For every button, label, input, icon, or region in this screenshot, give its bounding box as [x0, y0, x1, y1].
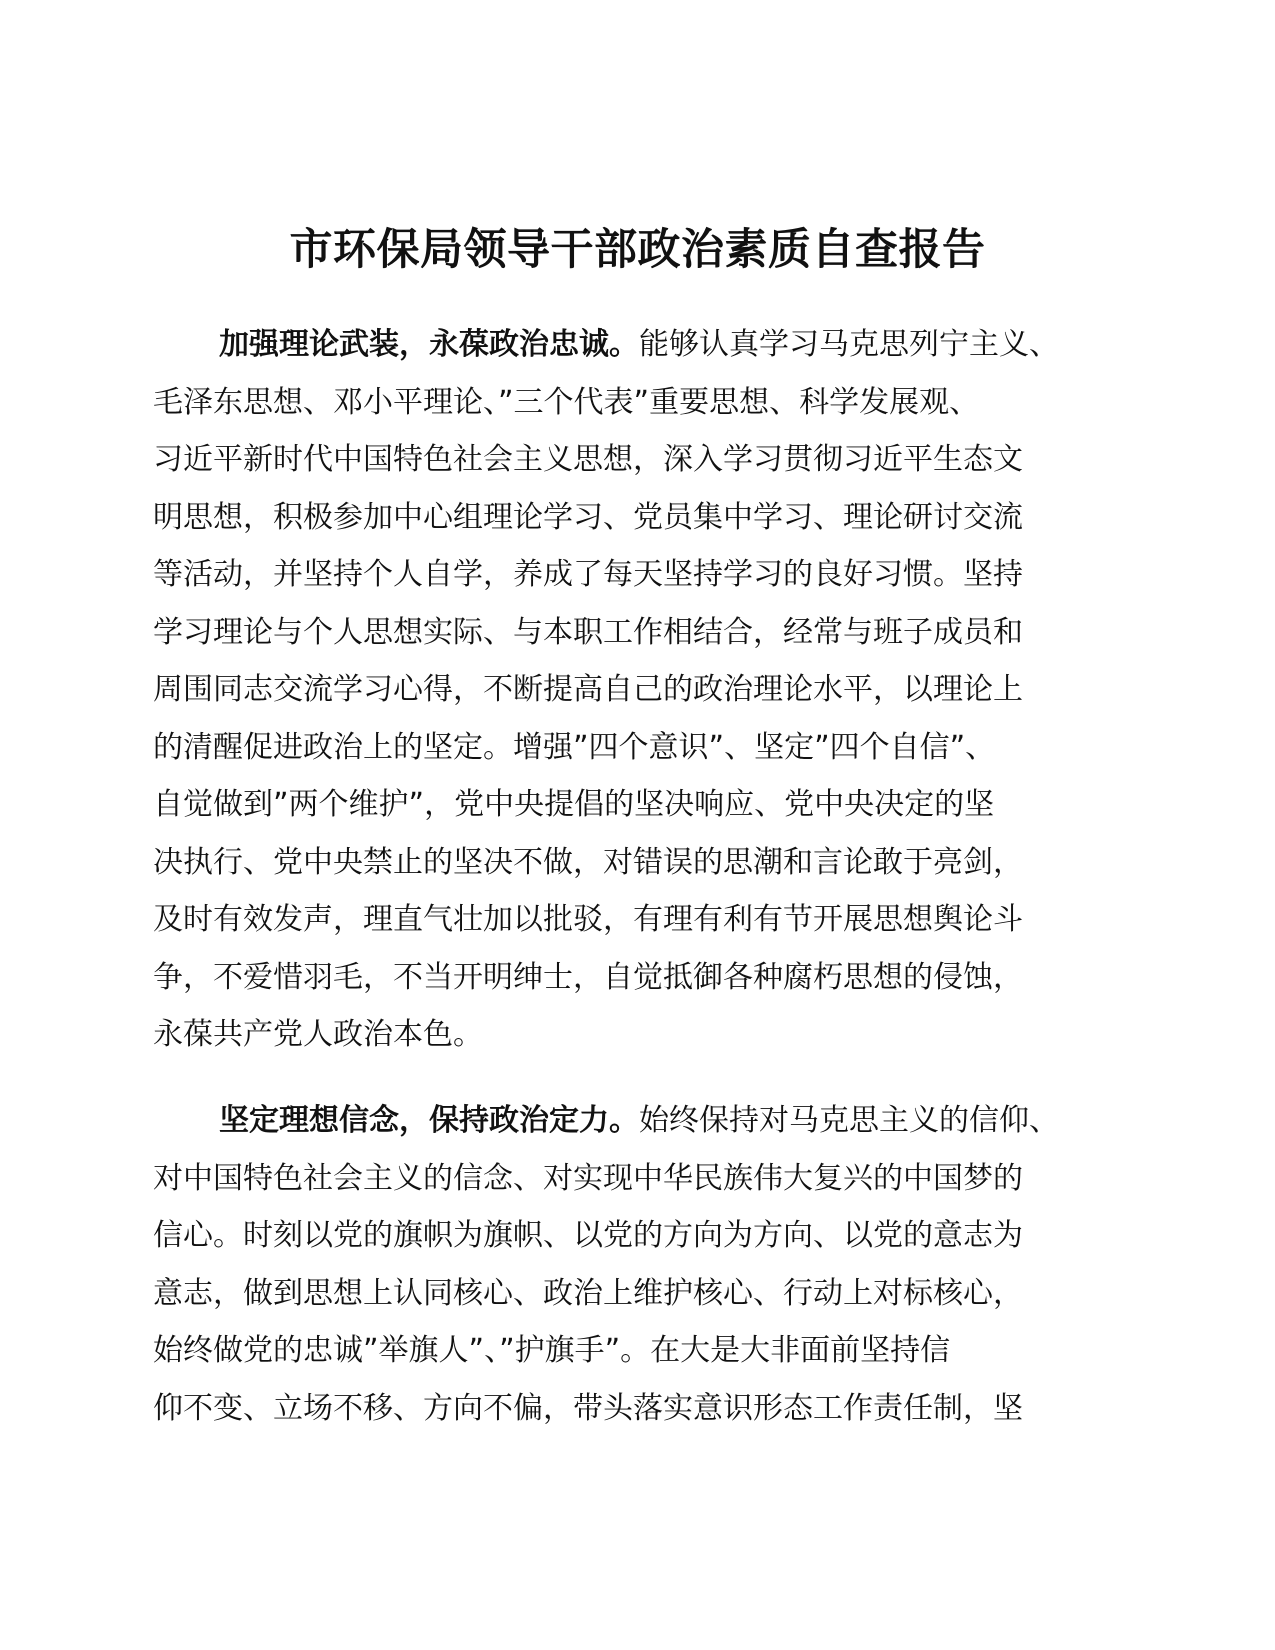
paragraph-theory [153, 316, 1133, 1064]
paragraph-line [153, 1092, 1133, 1150]
paragraph-line: 的清醒促进政治上的坚定。增强”四个意识”、坚定”四个自信”、 [153, 729, 996, 765]
paragraph-line: 等活动，并坚持个人自学，养成了每天坚持学习的良好习惯。坚持 [153, 557, 1023, 592]
paragraph-line-text: 始终保持对马克思主义的信仰、 [639, 1103, 1059, 1138]
paragraph-line: 始终做党的忠诚”举旗人”、”护旗手”。在大是大非面前坚持信 [153, 1333, 951, 1368]
paragraph-line: 自觉做到”两个维护”，党中央提倡的坚决响应、党中央决定的坚 [153, 787, 995, 822]
paragraph-line: 对中国特色社会主义的信念、对实现中华民族伟大复兴的中国梦的 [153, 1160, 1023, 1196]
paragraph-line: 及时有效发声，理直气壮加以批驳，有理有利有节开展思想舆论斗 [153, 902, 1023, 937]
document-title: 市环保局领导干部政治素质自查报告 [289, 225, 986, 275]
paragraph-line: 仰不变、立场不移、方向不偏，带头落实意识形态工作责任制，坚 [153, 1390, 1023, 1426]
paragraph-line: 明思想，积极参加中心组理论学习、党员集中学习、理论研讨交流 [153, 499, 1023, 535]
paragraph-line: 永葆共产党人政治本色。 [153, 1017, 483, 1052]
paragraph-line: 学习理论与个人思想实际、与本职工作相结合，经常与班子成员和 [153, 614, 1023, 650]
paragraph-line: 周围同志交流学习心得，不断提高自己的政治理论水平，以理论上 [153, 672, 1023, 707]
paragraph-ideals [153, 1092, 1133, 1437]
paragraph-line: 争，不爱惜羽毛，不当开明绅士，自觉抵御各种腐朽思想的侵蚀， [153, 959, 1023, 995]
paragraph-line: 毛泽东思想、邓小平理论、”三个代表”重要思想、科学发展观、 [153, 384, 980, 420]
paragraph-lead-heading: 坚定理想信念，保持政治定力。 [219, 1103, 639, 1138]
paragraph-line [153, 316, 1133, 374]
paragraph-line-text: 能够认真学习马克思列宁主义、 [639, 327, 1059, 362]
paragraph-line: 决执行、党中央禁止的坚决不做，对错误的思潮和言论敢于亮剑， [153, 844, 1023, 880]
paragraph-line: 习近平新时代中国特色社会主义思想，深入学习贯彻习近平生态文 [153, 442, 1023, 477]
paragraph-line: 信心。时刻以党的旗帜为旗帜、以党的方向为方向、以党的意志为 [153, 1218, 1023, 1253]
paragraph-lead-heading: 加强理论武装，永葆政治忠诚。 [219, 327, 639, 362]
paragraph-line: 意志，做到思想上认同核心、政治上维护核心、行动上对标核心， [153, 1275, 1023, 1311]
